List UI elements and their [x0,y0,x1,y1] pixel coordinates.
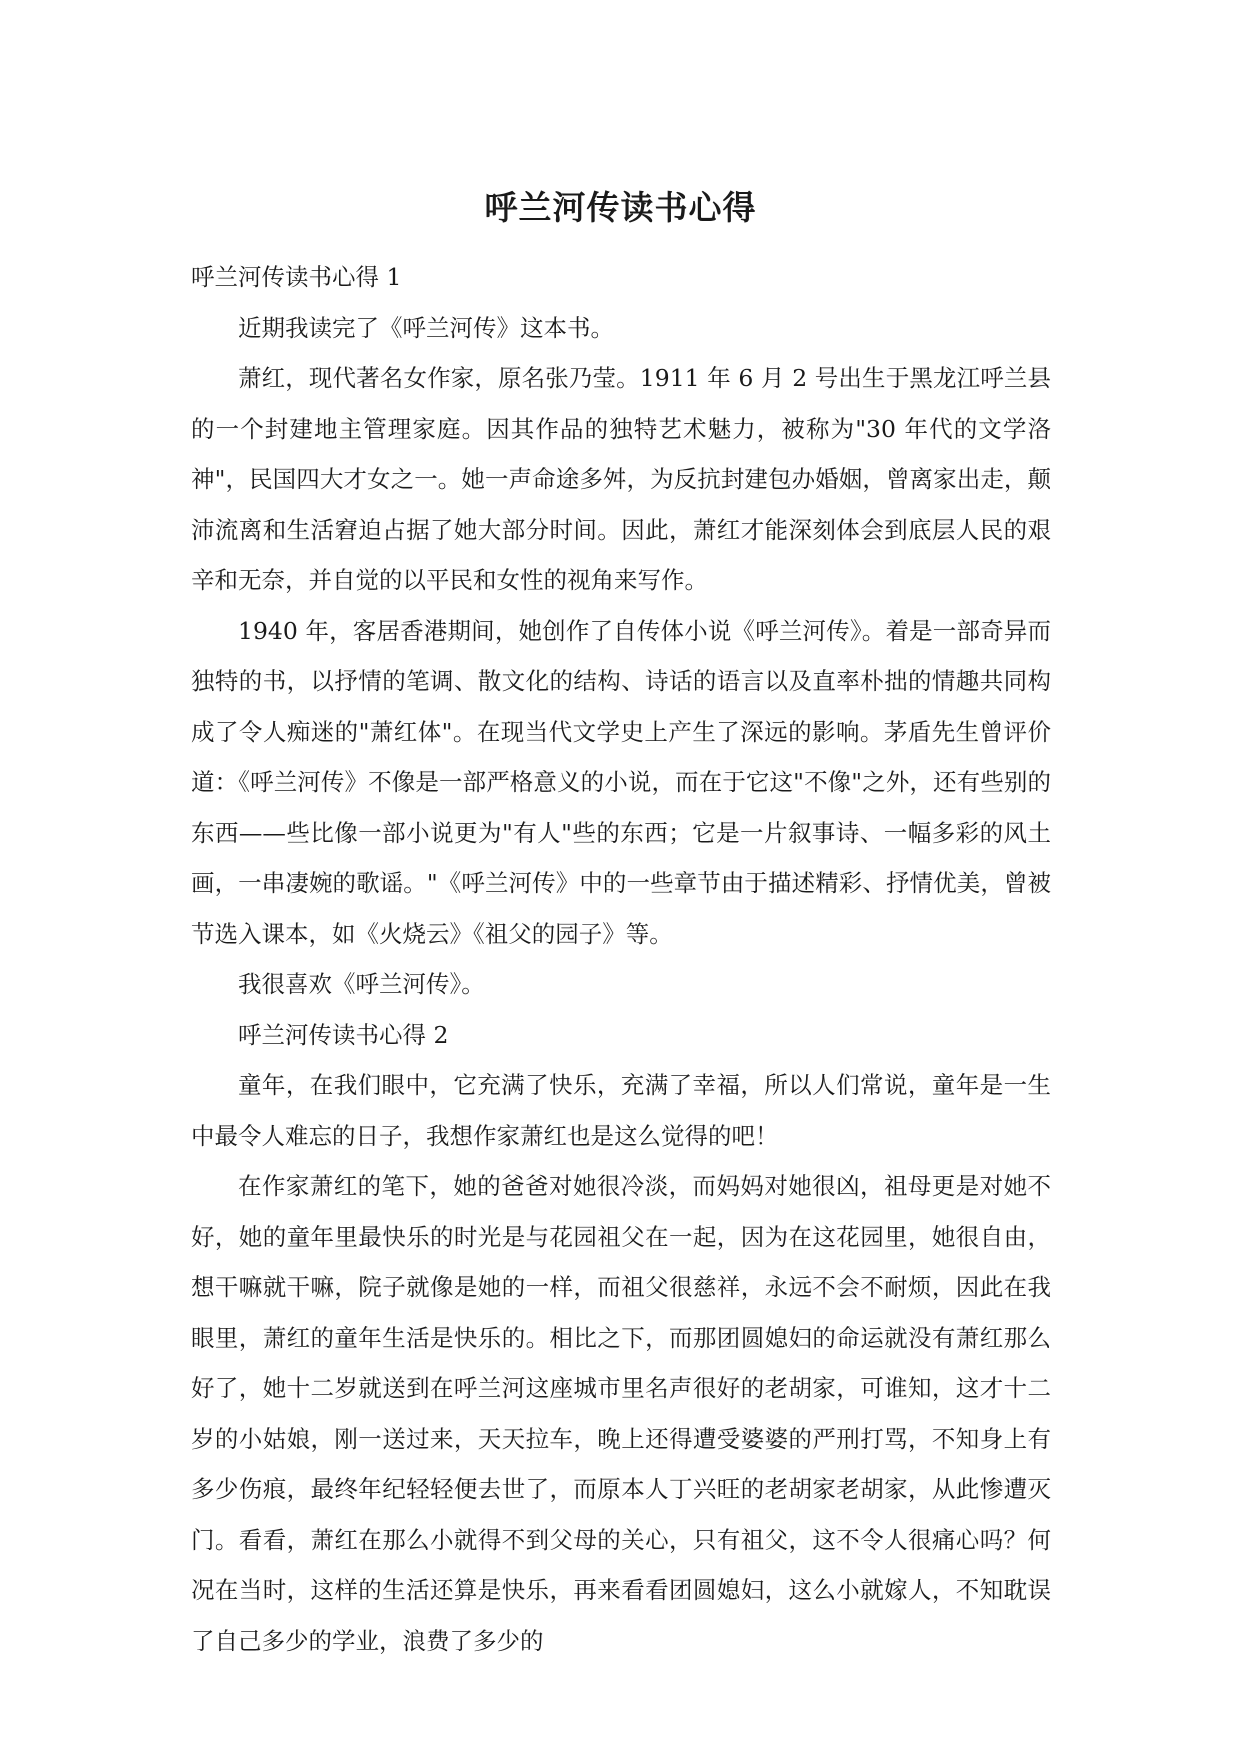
paragraph: 我很喜欢《呼兰河传》。 [238,970,485,998]
paragraph: 1940 年，客居香港期间，她创作了自传体小说《呼兰河传》。着是一部奇异而独特的书，以抒情的笔调、散文化的结构、诗话的语言以及直率朴拙的情趣共同构成了令人痴迷的"萧红体"。在现当代文学史上产生了深远的影响。茅盾先生曾评价道：《呼兰河传》不像是一部严格意义的小说，而在于它这"不像"之外，还有些别的东西——些比像一部小说更为"有人"些的东西；它是一片叙事诗、一幅多彩的风土画，一串凄婉的歌谣。"《呼兰河传》中的一些章节由于描述精彩、抒情优美，曾被节选入课本，如《火烧云》《祖父的园子》等。 [191,616,1051,948]
section-heading-1: 呼兰河传读书心得 1 [191,263,402,291]
paragraph: 童年，在我们眼中，它充满了快乐，充满了幸福，所以人们常说，童年是一生中最令人难忘的日子，我想作家萧红也是这么觉得的吧！ [191,1071,1051,1150]
document-body [191,252,1051,1666]
paragraph: 萧红，现代著名女作家，原名张乃莹。1911 年 6 月 2 号出生于黑龙江呼兰县的一个封建地主管理家庭。因其作品的独特艺术魅力，被称为"30 年代的文学洛神"，民国四大才女之一。她一声命途多舛，为反抗封建包办婚姻，曾离家出走，颠沛流离和生活窘迫占据了她大部分时间。因此，萧红才能深刻体会到底层人民的艰辛和无奈，并自觉的以平民和女性的视角来写作。 [191,364,1051,594]
paragraph: 近期我读完了《呼兰河传》这本书。 [238,313,614,342]
document-title: 呼兰河传读书心得 [484,188,757,227]
paragraph: 在作家萧红的笔下，她的爸爸对她很冷淡，而妈妈对她很凶，祖母更是对她不好，她的童年里最快乐的时光是与花园祖父在一起，因为在这花园里，她很自由，想干嘛就干嘛，院子就像是她的一样，而祖父很慈祥，永远不会不耐烦，因此在我眼里，萧红的童年生活是快乐的。相比之下，而那团圆媳妇的命运就没有萧红那么好了，她十二岁就送到在呼兰河这座城市里名声很好的老胡家，可谁知，这才十二岁的小姑娘，刚一送过来，天天拉车，晚上还得遭受婆婆的严刑打骂，不知身上有多少伤痕，最终年纪轻轻便去世了，而原本人丁兴旺的老胡家老胡家，从此惨遭灭门。看看，萧红在那么小就得不到父母的关心，只有祖父，这不令人很痛心吗？何况在当时，这样的生活还算是快乐，再来看看团圆媳妇，这么小就嫁人，不知耽误了自己多少的学业，浪费了多少的 [191,1172,1051,1655]
section-heading-2: 呼兰河传读书心得 2 [238,1020,449,1049]
